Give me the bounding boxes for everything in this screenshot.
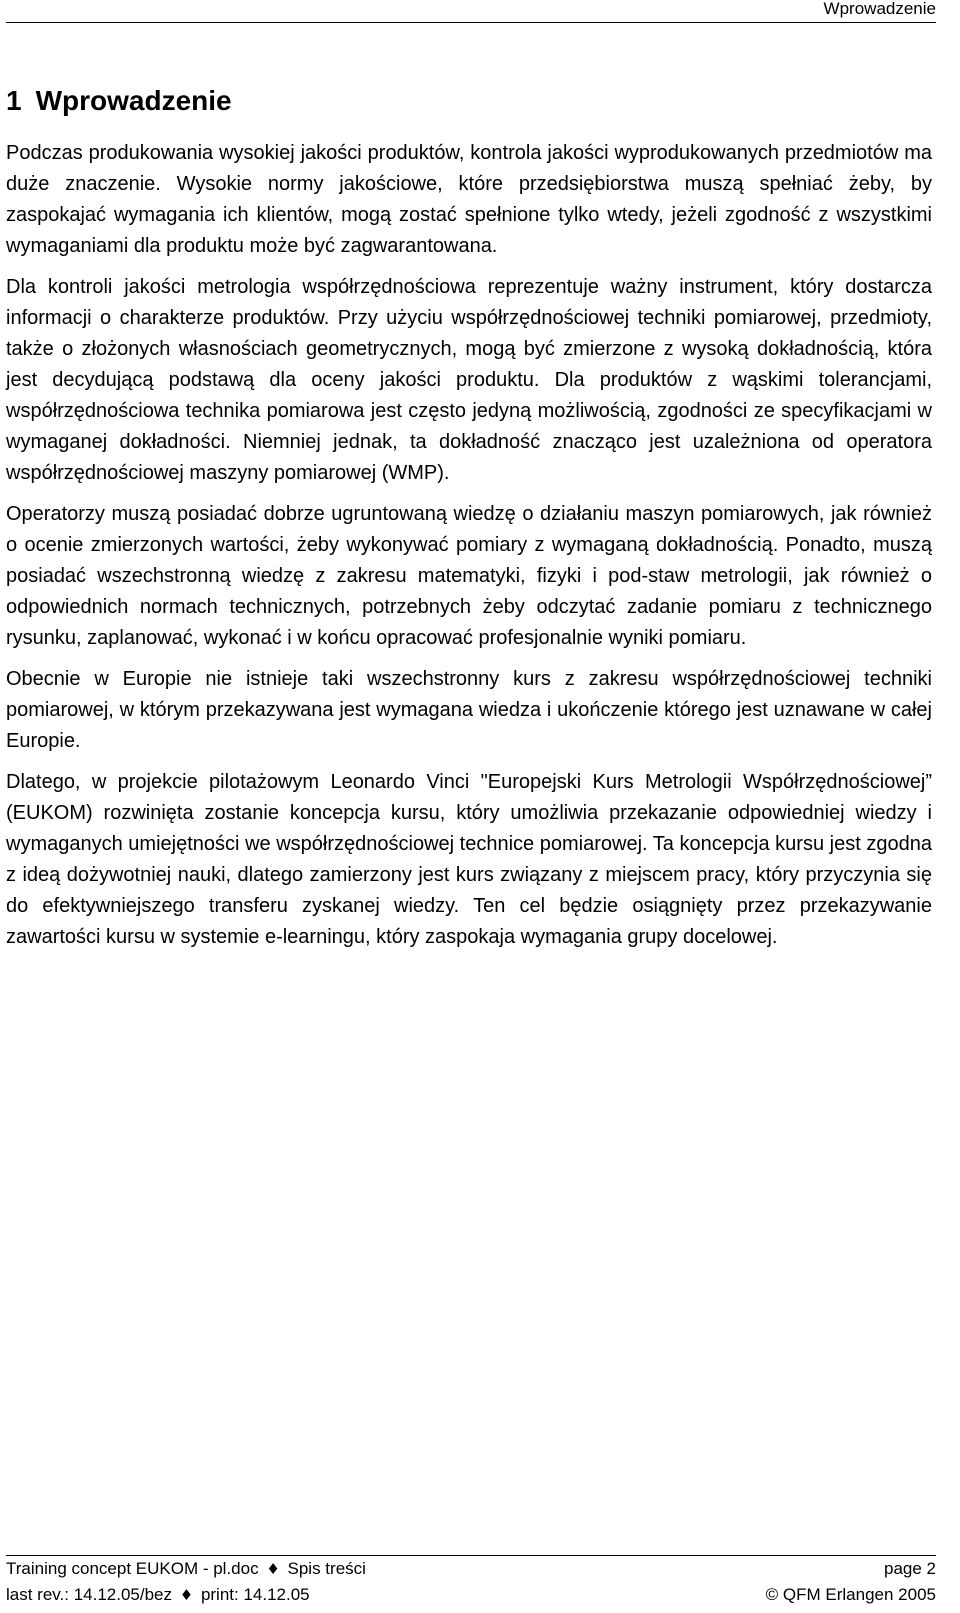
footer-copyright: © QFM Erlangen 2005 [765, 1585, 936, 1604]
paragraph-2: Dla kontroli jakości metrologia współrzędnościowa reprezentuje ważny instrument, który dostarcza informacji o charakterze produktów. Przy użyciu współrzędnościowej techniki pomiarowej, przedmioty, także o złożonych własnościach geometrycznych, mogą być zmierzone z wysoką dokładnością, która jest decydującą podstawą dla oceny jakości produktu. Dla produktów z wąskimi tolerancjami, współrzędnościowa technika pomiarowa jest często jedyną możliwością, zgodności ze specyfikacjami w wymaganej dokładności. Niemniej jednak, ta dokładność znacząco jest uzależniona od operatora współrzędnościowej maszyny pomiarowej (WMP). [6, 276, 932, 484]
footer-row-1 [6, 1556, 936, 1582]
footer-left-1 [6, 1556, 366, 1582]
paragraph-5: Dlatego, w projekcie pilotażowym Leonardo Vinci "Europejski Kurs Metrologii Współrzędnościowej” (EUKOM) rozwinięta zostanie koncepcja kursu, który umożliwia przekazanie odpowiedniej wiedzy i wymaganych umiejętności we współrzędnościowej technice pomiarowej. Ta koncepcja kursu jest zgodna z ideą dożywotniej nauki, dlatego zamierzony jest kurs związany z miejscem pracy, który przyczynia się do efektywniejszego transferu zyskanej wiedzy. Ten cel będzie osiągnięty przez przekazywanie zawartości kursu w systemie e-learningu, który zaspokaja wymagania grupy docelowej. [6, 771, 932, 948]
footer-page-number: page 2 [884, 1559, 936, 1578]
page-footer [6, 1555, 936, 1608]
document-body [6, 84, 932, 963]
section-number: 1 [6, 85, 22, 116]
section-title: Wprowadzenie [35, 85, 232, 116]
footer-row-2 [6, 1582, 936, 1608]
paragraph-1: Podczas produkowania wysokiej jakości produktów, kontrola jakości wyprodukowanych przedmiotów ma duże znaczenie. Wysokie normy jakościowe, które przedsiębiorstwa muszą spełniać żeby, by zaspokajać wymagania ich klientów, mogą zostać spełnione tylko wtedy, jeżeli zgodność z wszystkimi wymaganiami dla produktu może być zagwarantowana. [6, 142, 932, 257]
page-header [6, 0, 936, 23]
paragraph-4: Obecnie w Europie nie istnieje taki wszechstronny kurs z zakresu współrzędnościowej techniki pomiarowej, w którym przekazywana jest wymagana wiedza i ukończenie którego jest uznawane w całej Europie. [6, 668, 932, 752]
footer-print-date: print: 14.12.05 [200, 1585, 310, 1604]
footer-doc-name: Training concept EUKOM - pl.doc [6, 1559, 259, 1578]
paragraph-3: Operatorzy muszą posiadać dobrze ugruntowaną wiedzę o działaniu maszyn pomiarowych, jak również o ocenie zmierzonych wartości, żeby wykonywać pomiary z wymaganą dokładnością. Ponadto, muszą posiadać wszechstronną wiedzę z zakresu matematyki, fizyki i pod-staw metrologii, jak również o odpowiednich normach technicznych, potrzebnych żeby odczytać zadanie pomiaru z technicznego rysunku, zaplanować, wykonać i w końcu opracować profesjonalnie wyniki pomiaru. [6, 503, 932, 649]
diamond-icon: ♦ [179, 1586, 194, 1604]
footer-section-name: Spis treści [287, 1559, 366, 1578]
footer-left-2 [6, 1582, 310, 1608]
footer-last-rev: last rev.: 14.12.05/bez [6, 1585, 173, 1604]
diamond-icon: ♦ [266, 1560, 280, 1578]
header-title: Wprowadzenie [823, 0, 936, 18]
section-heading [6, 84, 932, 118]
